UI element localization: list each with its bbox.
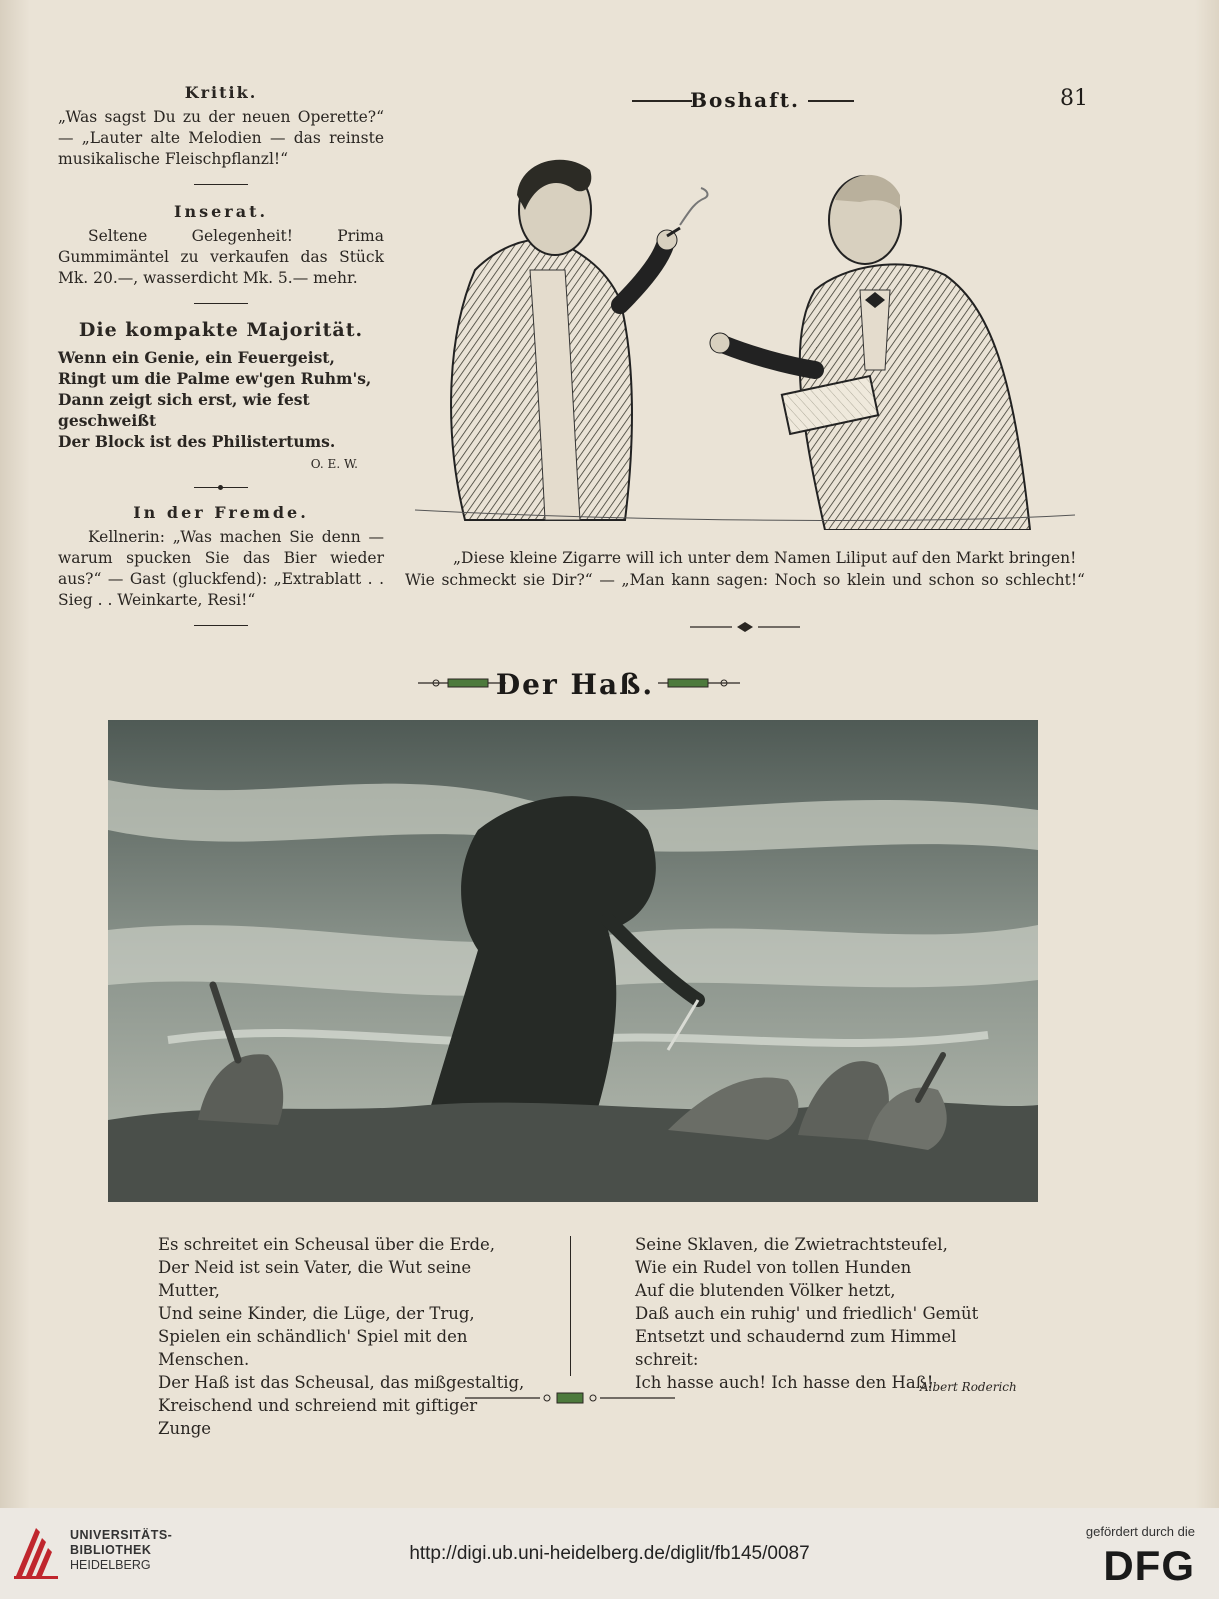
poem-line: Wie ein Rudel von tollen Hunden xyxy=(635,1258,912,1277)
page-edge-shadow xyxy=(1195,0,1219,1508)
poem-left-column xyxy=(158,1233,533,1440)
poem-line: Der Neid ist sein Vater, die Wut seine Mutter, xyxy=(158,1258,472,1300)
page-gutter-shadow xyxy=(0,0,30,1508)
dfg-logo: DFG xyxy=(1103,1542,1195,1589)
poem-line: Kreischend und schreiend mit giftiger Zunge xyxy=(158,1396,478,1438)
page-header-title: Boshaft. xyxy=(690,88,800,112)
poem-line: Ich hasse auch! Ich hasse den Haß! xyxy=(635,1373,934,1392)
right-figure xyxy=(710,175,1030,530)
divider xyxy=(194,184,248,185)
inserat-text: Seltene Gelegenheit! Prima Gummimäntel zu verkaufen das Stück Mk. 20.—, wasserdicht Mk. 5.— mehr. xyxy=(58,227,384,287)
majoritaet-signature: O. E. W. xyxy=(310,457,358,471)
majoritaet-line: Dann zeigt sich erst, wie fest geschweißt xyxy=(58,390,310,430)
poem-column-divider xyxy=(570,1236,571,1376)
poem-line: Der Haß ist das Scheusal, das mißgestaltig, xyxy=(158,1373,525,1392)
funding-label: gefördert durch die xyxy=(1085,1524,1195,1539)
poem-line: Daß auch ein ruhig' und friedlich' Gemüt xyxy=(635,1304,979,1323)
institution-line: HEIDELBERG xyxy=(70,1558,151,1572)
kritik-text: „Was sagst Du zu der neuen Operette?“ — „Lauter alte Melodien — das reinste musikalische Fleischpflanzl!“ xyxy=(58,108,384,168)
caption-line: „Diese kleine Zigarre will ich unter dem Namen Liliput auf den Markt bringen! xyxy=(453,549,1077,567)
divider xyxy=(194,625,248,626)
poem-line: Es schreitet ein Scheusal über die Erde, xyxy=(158,1235,496,1254)
institution-line: UNIVERSITÄTS- xyxy=(70,1528,173,1542)
poem-line: Auf die blutenden Völker hetzt, xyxy=(635,1281,896,1300)
institution-line: BIBLIOTHEK xyxy=(70,1543,152,1557)
left-column xyxy=(58,82,384,642)
majoritaet-line: Ringt um die Palme ew'gen Ruhm's, xyxy=(58,369,372,388)
majoritaet-line: Wenn ein Genie, ein Feuergeist, xyxy=(58,348,335,367)
majoritaet-line: Der Block ist des Philistertums. xyxy=(58,432,336,451)
ornament-divider xyxy=(690,620,800,634)
divider xyxy=(194,303,248,304)
left-figure xyxy=(451,160,707,520)
header-rule-right xyxy=(808,100,854,102)
caricature-illustration xyxy=(405,140,1085,530)
section-title: Der Haß. xyxy=(495,668,655,701)
der-hass-illustration xyxy=(108,720,1038,1202)
poem-line: Und seine Kinder, die Lüge, der Trug, xyxy=(158,1304,475,1323)
inserat-heading: Inserat. xyxy=(173,202,269,221)
digitization-footer xyxy=(0,1508,1219,1599)
title-ornament-right xyxy=(658,676,740,690)
caption-line: Wie schmeckt sie Dir?“ — „Man kann sagen: Noch so klein und schon so schlecht!“ xyxy=(405,571,1085,589)
poem-line: Seine Sklaven, die Zwietrachtsteufel, xyxy=(635,1235,948,1254)
fremde-text: Kellnerin: „Was machen Sie denn — warum spucken Sie das Bier wieder aus?“ — Gast (gluckfend): „Extrablatt . . Sieg . . Weinkarte, Resi!“ xyxy=(58,528,384,609)
poem-author: Albert Roderich xyxy=(920,1380,1017,1394)
fremde-heading: In der Fremde. xyxy=(133,503,309,522)
poem-line: Spielen ein schändlich' Spiel mit den Menschen. xyxy=(158,1327,468,1369)
divider-ornament xyxy=(194,487,248,488)
page-number: 81 xyxy=(1060,86,1088,111)
poem-right-column xyxy=(635,1233,995,1394)
kritik-heading: Kritik. xyxy=(184,83,258,102)
source-url-link[interactable]: http://digi.ub.uni-heidelberg.de/diglit/fb145/0087 xyxy=(409,1543,810,1564)
majoritaet-heading: Die kompakte Majorität. xyxy=(78,319,364,341)
closing-ornament xyxy=(465,1390,675,1406)
cartoon-caption xyxy=(405,547,1085,591)
poem-line: Entsetzt und schaudernd zum Himmel schreit: xyxy=(635,1327,957,1369)
